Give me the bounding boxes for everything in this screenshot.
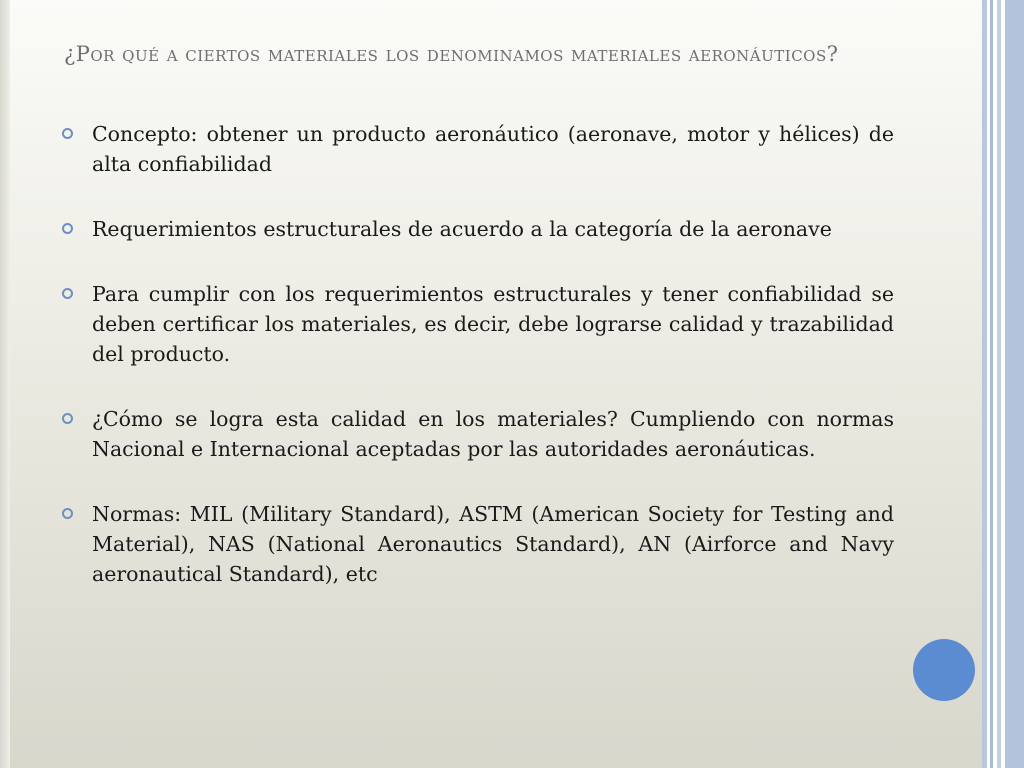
decorative-stripe [1005, 0, 1024, 768]
decorative-stripe [997, 0, 1001, 768]
list-item [62, 279, 894, 369]
circle-bullet-icon [62, 223, 73, 234]
list-item [62, 214, 894, 244]
circle-bullet-icon [62, 288, 73, 299]
bullet-text: Normas: MIL (Military Standard), ASTM (American Society for Testing and Material), NAS (National Aeronautics Standard), AN (Airforce and Navy aeronautical Standard), etc [92, 502, 894, 586]
circle-bullet-icon [62, 508, 73, 519]
bullet-text: ¿Cómo se logra esta calidad en los materiales? Cumpliendo con normas Nacional e Internacional aceptadas por las autoridades aeronáuticas. [92, 407, 894, 461]
decorative-stripe [990, 0, 993, 768]
list-item [62, 404, 894, 464]
decorative-stripe [982, 0, 987, 768]
list-item [62, 499, 894, 589]
bullet-list [62, 119, 894, 624]
circle-bullet-icon [62, 413, 73, 424]
decorative-circle [913, 639, 975, 701]
bullet-text: Concepto: obtener un producto aeronáutico (aeronave, motor y hélices) de alta confiabilidad [92, 122, 894, 176]
bullet-text: Requerimientos estructurales de acuerdo a la categoría de la aeronave [92, 217, 832, 241]
list-item [62, 119, 894, 179]
left-edge-decoration [0, 0, 10, 768]
bullet-text: Para cumplir con los requerimientos estructurales y tener confiabilidad se deben certificar los materiales, es decir, debe lograrse calidad y trazabilidad del producto. [92, 282, 894, 366]
circle-bullet-icon [62, 128, 73, 139]
slide-title: ¿Por qué a ciertos materiales los denominamos materiales aeronáuticos? [64, 42, 839, 66]
